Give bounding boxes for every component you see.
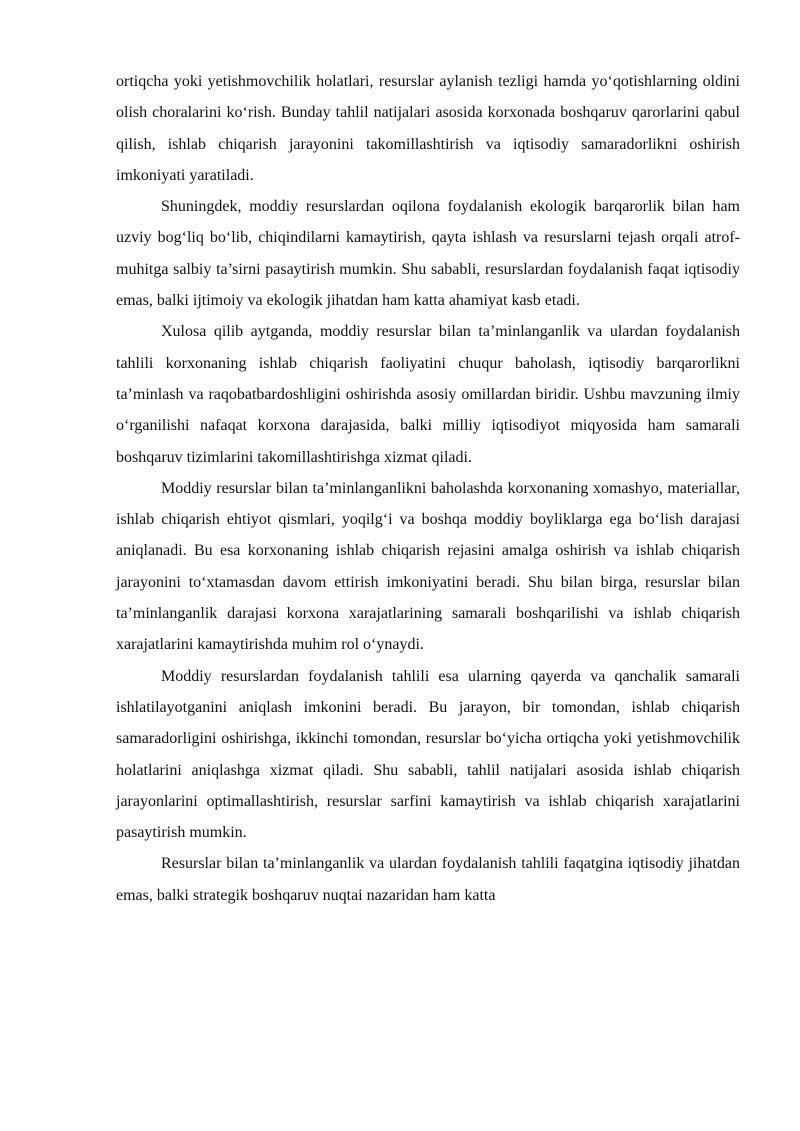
paragraph-conclusion: Xulosa qilib aytganda, moddiy resurslar bilan ta’minlanganlik va ulardan foydalanish tahlili korxonaning ishlab chiqarish faoliyatini chuqur baholash, iqtisodiy barqarorlikni ta’minlash va raqobatbardoshligini oshirishda asosiy omillardan biridir. Ushbu mavzuning ilmiy o‘rganilishi nafaqat korxona darajasida, balki milliy iqtisodiyot miqyosida ham samarali boshqaruv tizimlarini takomillashtirishga xizmat qiladi. (116, 323, 740, 466)
document-page (116, 66, 740, 911)
paragraph-strategic: Resurslar bilan ta’minlanganlik va ulardan foydalanish tahlili faqatgina iqtisodiy jihatdan emas, balki strategik boshqaruv nuqtai nazaridan ham katta (116, 855, 740, 904)
paragraph-continuation: ortiqcha yoki yetishmovchilik holatlari, resurslar aylanish tezligi hamda yo‘qotishlarning oldini olish choralarini ko‘rish. Bunday tahlil natijalari asosida korxonada boshqaruv qarorlarini qabul qilish, ishlab chiqarish jarayonini takomillashtirish va iqtisodiy samaradorlikni oshirish imkoniyati yaratiladi. (116, 73, 740, 184)
paragraph-provision-assessment: Moddiy resurslar bilan ta’minlanganlikni baholashda korxonaning xomashyo, materiallar, ishlab chiqarish ehtiyot qismlari, yoqilg‘i va boshqa moddiy boyliklarga ega bo‘lish darajasi aniqlanadi. Bu esa korxonaning ishlab chiqarish rejasini amalga oshirish va ishlab chiqarish jarayonini to‘xtamasdan davom ettirish imkoniyatini beradi. Shu bilan birga, resurslar bilan ta’minlanganlik darajasi korxona xarajatlarining samarali boshqarilishi va ishlab chiqarish xarajatlarini kamaytirishda muhim rol o‘ynaydi. (116, 479, 740, 654)
paragraph-ecological: Shuningdek, moddiy resurslardan oqilona foydalanish ekologik barqarorlik bilan ham uzviy bog‘liq bo‘lib, chiqindilarni kamaytirish, qayta ishlash va resurslarni tejash orqali atrof-muhitga salbiy ta’sirni pasaytirish mumkin. Shu sababli, resurslardan foydalanish faqat iqtisodiy emas, balki ijtimoiy va ekologik jihatdan ham katta ahamiyat kasb etadi. (116, 198, 740, 310)
paragraph-usage-analysis: Moddiy resurslardan foydalanish tahlili esa ularning qayerda va qanchalik samarali ishlatilayotganini aniqlash imkonini beradi. Bu jarayon, bir tomondan, ishlab chiqarish samaradorligini oshirishga, ikkinchi tomondan, resurslar bo‘yicha ortiqcha yoki yetishmovchilik holatlarini aniqlashga xizmat qiladi. Shu sababli, tahlil natijalari asosida ishlab chiqarish jarayonlarini optimallashtirish, resurslar sarfini kamaytirish va ishlab chiqarish xarajatlarini pasaytirish mumkin. (116, 667, 740, 842)
